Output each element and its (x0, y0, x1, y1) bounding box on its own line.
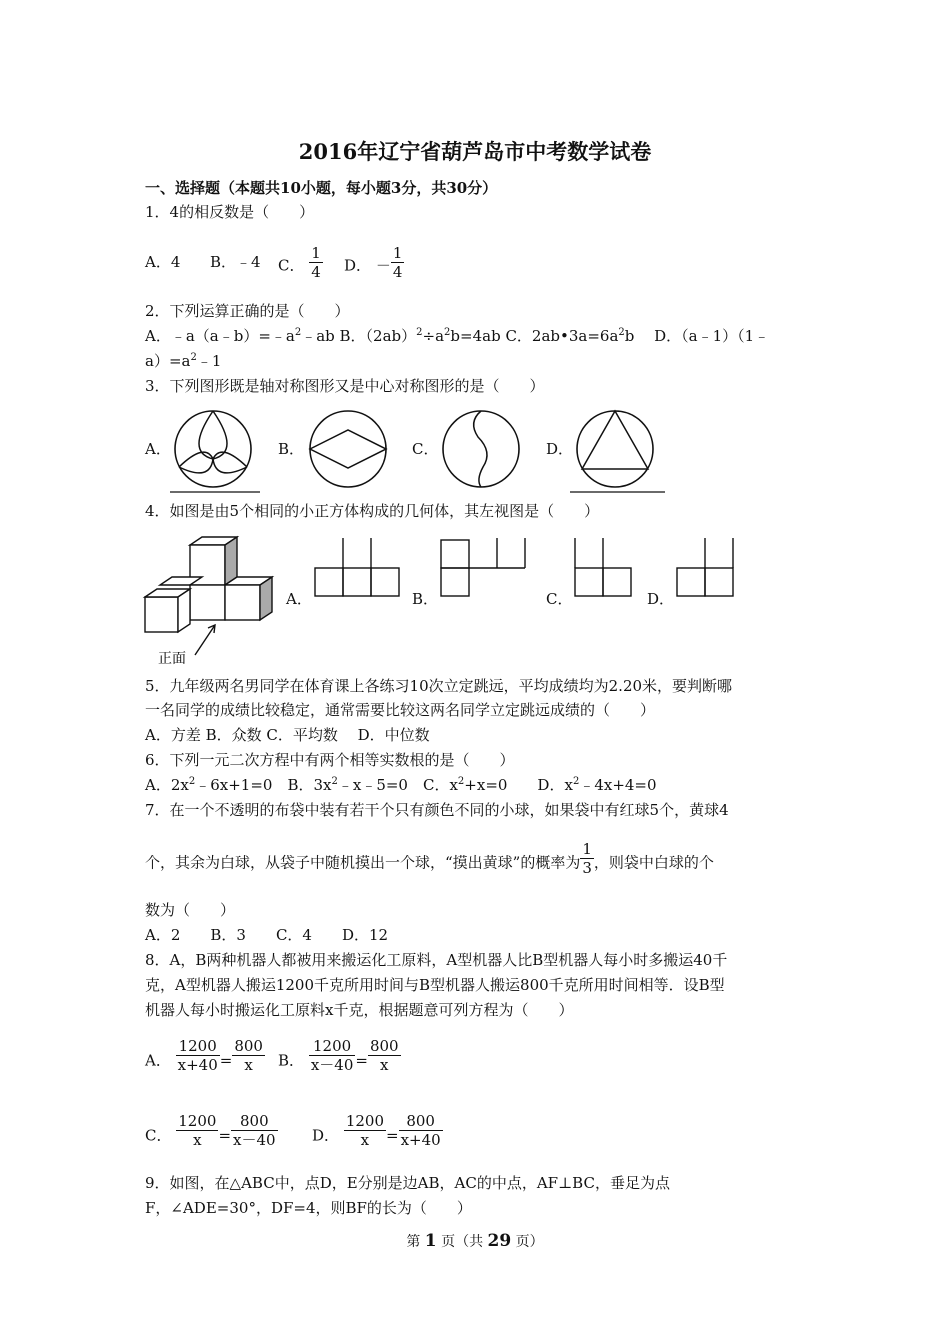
fraction-numerator: 800 (369, 1037, 399, 1055)
q3-figure-d (570, 412, 665, 497)
fraction-numerator: 1 (582, 840, 592, 858)
fraction-denominator: 3 (582, 859, 592, 877)
q1-stem: 1．4的相反数是（ ） (145, 203, 315, 221)
q7-line3: 数为（ ） (145, 901, 236, 919)
front-label: 正面 (158, 651, 186, 667)
equation-right-fraction (231, 1112, 278, 1149)
q4-option-d: D． (647, 590, 675, 608)
superscript: 2 (457, 776, 465, 787)
fraction-numerator: 1200 (176, 1037, 220, 1056)
fraction-denominator: x (360, 1131, 370, 1149)
q3-figure-b (305, 412, 395, 492)
q5-line1: 5．九年级两名男同学在体育课上各练习10次立定跳远，平均成绩均为2.20米，要判断哪 (145, 677, 733, 695)
q1-option-d (344, 244, 404, 281)
page-title: 2016年辽宁省葫芦岛市中考数学试卷 (298, 139, 652, 164)
page-total: 29 (487, 1231, 512, 1251)
q7-line2-post: ，则袋中白球的个 (593, 853, 714, 872)
q8-line1: 8．A，B两种机器人都被用来搬运化工原料，A型机器人比B型机器人每小时多搬运40千 (145, 951, 728, 969)
fraction-numerator: 1 (392, 244, 403, 262)
q3-figure-a (170, 412, 260, 497)
q5-options: A．方差 B．众数 C．平均数 D．中位数 (145, 726, 430, 744)
q3-figure-c (438, 412, 528, 492)
q6-option-c: ﹣x﹣5=0 C．x (337, 776, 458, 794)
fraction-denominator: x+40 (400, 1131, 441, 1149)
fraction-denominator: x (380, 1056, 389, 1074)
superscript: 2 (572, 776, 580, 787)
q6-stem: 6．下列一元二次方程中有两个相等实数根的是（ ） (145, 751, 515, 769)
q7-options: A．2 B．3 C．4 D．12 (145, 926, 389, 944)
equals-sign: = (219, 1051, 233, 1070)
fraction-denominator: 4 (392, 263, 403, 281)
q8-line3: 机器人每小时搬运化工原料x千克，根据题意可列方程为（ ） (145, 1001, 574, 1019)
q8-option-b (278, 1037, 401, 1074)
option-label: D． (312, 1126, 340, 1145)
fraction-denominator: x (244, 1056, 253, 1074)
fraction-numerator: 1 (311, 244, 321, 262)
superscript: 2 (416, 327, 423, 338)
q2-option-d-cont: a）=a (145, 352, 191, 370)
equals-sign: = (355, 1051, 368, 1070)
q1-option-d-fraction (391, 244, 405, 281)
q3-option-a: A． (145, 440, 171, 458)
fraction-denominator: x－40 (310, 1056, 354, 1074)
q2-option-a: A．﹣a（a﹣b）=﹣a (145, 327, 295, 345)
equation-right-fraction (399, 1112, 443, 1149)
option-label: A． (145, 1051, 171, 1070)
equation-right-fraction (232, 1037, 265, 1074)
equation-left-fraction (309, 1037, 356, 1074)
q3-option-b: B． (278, 440, 305, 458)
equals-sign: = (218, 1126, 232, 1145)
footer-suffix: 页） (511, 1234, 544, 1250)
equals-sign: = (386, 1126, 399, 1145)
page-footer (0, 1231, 950, 1251)
q6-option-b: ﹣6x+1=0 B．3x (195, 776, 332, 794)
q1-option-a: A．4 (145, 253, 181, 271)
superscript: 2 (188, 776, 196, 787)
q7-line2 (145, 840, 714, 877)
option-label: C． (145, 1126, 172, 1145)
fraction-denominator: x (193, 1131, 202, 1149)
fraction-numerator: 1200 (309, 1037, 356, 1056)
q3-stem: 3．下列图形既是轴对称图形又是中心对称图形的是（ ） (145, 377, 545, 395)
fraction-denominator: x+40 (177, 1056, 218, 1074)
option-label: B． (278, 1051, 305, 1070)
fraction-denominator: x－40 (233, 1131, 276, 1149)
q4-option-a: A． (286, 590, 312, 608)
fraction-numerator: 800 (234, 1037, 263, 1055)
fraction-numerator: 800 (231, 1112, 278, 1131)
equation-right-fraction (368, 1037, 401, 1074)
q2-option-d: b D．（a﹣1）（1﹣ (624, 327, 770, 345)
superscript: 2 (294, 327, 302, 338)
page-number: 1 (424, 1231, 437, 1251)
q8-line2: 克，A型机器人搬运1200千克所用时间与B型机器人搬运800千克所用时间相等．设B型 (145, 976, 725, 994)
fraction-numerator: 1200 (345, 1112, 384, 1130)
q8-option-c (145, 1112, 278, 1149)
q6-option-a: A．2x (145, 776, 189, 794)
superscript: 2 (618, 327, 625, 338)
q4-view-d (676, 538, 738, 600)
superscript: 2 (190, 352, 197, 363)
q2-stem: 2．下列运算正确的是（ ） (145, 302, 350, 320)
section-heading: 一、选择题（本题共10小题，每小题3分，共30分） (145, 179, 498, 197)
footer-middle: 页（共 (436, 1234, 488, 1250)
q4-option-b: B． (412, 590, 439, 608)
equation-left-fraction (176, 1112, 218, 1149)
fraction-numerator: 1200 (178, 1112, 217, 1130)
q5-line2: 一名同学的成绩比较稳定，通常需要比较这两名同学立定跳远成绩的（ ） (145, 701, 656, 719)
q2-option-d-end: ﹣1 (196, 352, 222, 370)
q1-option-c-fraction (309, 244, 323, 281)
q7-line1: 7．在一个不透明的布袋中装有若干个只有颜色不同的小球，如果袋中有红球5个，黄球4 (145, 801, 729, 819)
q8-option-d (312, 1112, 443, 1149)
q3-option-d: D． (546, 440, 574, 458)
fraction-numerator: 800 (399, 1112, 443, 1131)
minus-sign: － (375, 256, 391, 275)
q9-line2: F，∠ADE=30°，DF=4，则BF的长为（ ） (145, 1199, 472, 1217)
q2-options-line2 (145, 351, 221, 371)
q2-option-b-part: ÷a (422, 327, 445, 345)
q1-option-c-label: C． (278, 256, 305, 275)
q4-view-a (314, 538, 404, 600)
q1-option-d-label: D． (344, 256, 372, 275)
q6-option-d: +x=0 D．x (464, 776, 573, 794)
q7-probability-fraction (580, 840, 594, 877)
q6-option-d-end: ﹣4x+4=0 (579, 776, 657, 794)
superscript: 2 (331, 776, 338, 787)
q3-option-c: C． (412, 440, 439, 458)
q8-option-a (145, 1037, 265, 1074)
q4-option-c: C． (546, 590, 573, 608)
q4-solid-figure (140, 535, 280, 670)
fraction-denominator: 4 (311, 263, 321, 281)
q2-option-b: ﹣ab B．（2ab） (301, 327, 417, 345)
q4-view-b (440, 538, 530, 600)
q2-option-c: b=4ab C．2ab•3a=6a (450, 327, 619, 345)
q7-line2-pre: 个，其余为白球，从袋子中随机摸出一个球，“摸出黄球”的概率为 (145, 853, 581, 872)
footer-prefix: 第 (406, 1234, 425, 1250)
q1-option-b: B．﹣4 (210, 253, 261, 271)
superscript: 2 (444, 327, 451, 338)
q9-line1: 9．如图，在△ABC中，点D，E分别是边AB，AC的中点，AF⊥BC，垂足为点 (145, 1174, 670, 1192)
equation-left-fraction (344, 1112, 386, 1149)
q4-view-c (574, 538, 636, 600)
equation-left-fraction (176, 1037, 220, 1074)
q1-option-c (278, 244, 323, 281)
q6-options (145, 775, 657, 795)
q4-stem: 4．如图是由5个相同的小正方体构成的几何体，其左视图是（ ） (145, 502, 600, 520)
q2-options-line1 (145, 326, 769, 346)
